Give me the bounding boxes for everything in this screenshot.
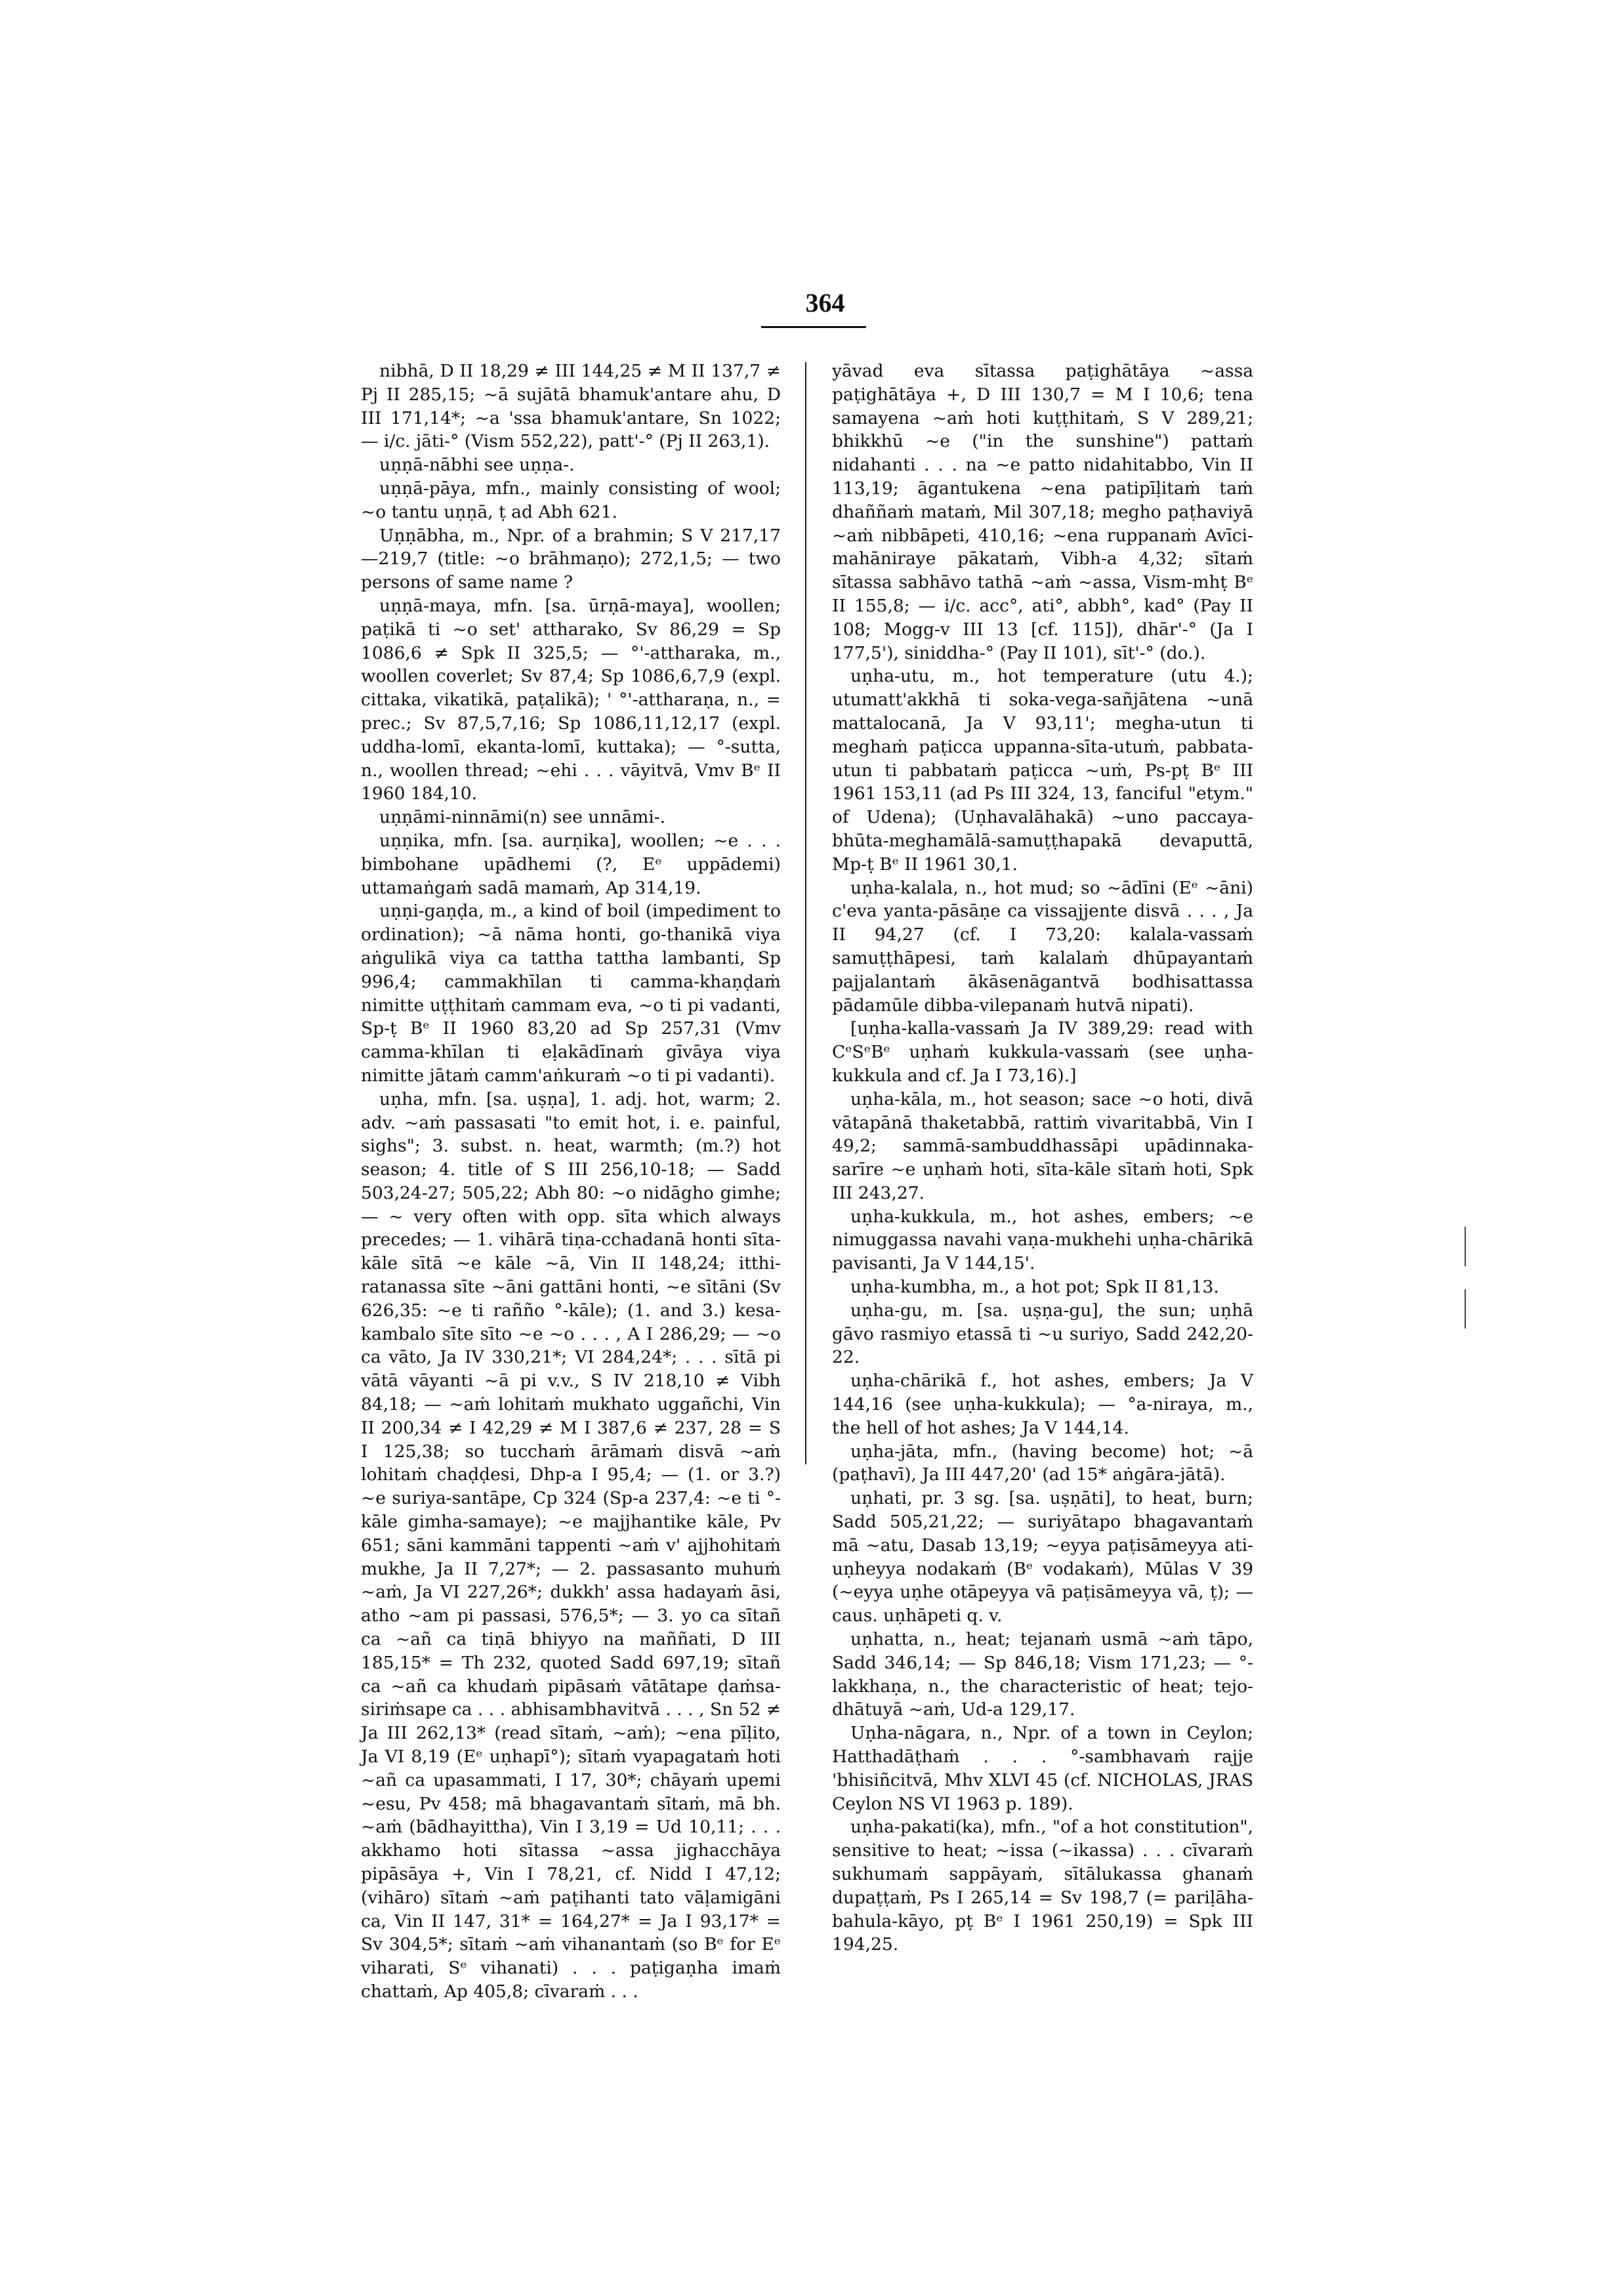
- dictionary-entry: uṇha-kalala, n., hot mud; so ~ādīni (Eᵉ ~āni) c'eva yanta-pāsāṇe ca vissajjente disvā . . . , Ja II 94,27 (cf. I 73,20: kalala-vassaṁ samuṭṭhāpesi, taṁ kalalaṁ dhūpayantaṁ pajjalantaṁ ākāsenāgantvā bodhisattassa pādamūle dibba-vilepanaṁ hutvā nipati).: [832, 877, 1253, 1016]
- header-rule: [761, 326, 866, 328]
- dictionary-entry: yāvad eva sītassa paṭighātāya ~assa paṭighātāya +, D III 130,7 = M I 10,6; tena samayena ~aṁ hoti kuṭṭhitaṁ, S V 289,21; bhikkhū ~e ("in the sunshine") pattaṁ nidahanti . . . na ~e patto nidahitabbo, Vin II 113,19; āgantukena ~ena patipīḷitaṁ taṁ dhaññaṁ mataṁ, Mil 307,18; megho paṭhaviyā ~aṁ nibbāpeti, 410,16; ~ena ruppanaṁ Avīci-mahāniraye pākataṁ, Vibh-a 4,32; sītaṁ sītassa sabhāvo tathā ~aṁ ~assa, Vism-mhṭ Bᵉ II 155,8; — i/c. acc°, ati°, abbh°, kad° (Pay II 108; Mogg-v III 13 [cf. 115]), dhār'-° (Ja I 177,5'), siniddha-° (Pay II 101), sīt'-° (do.).: [832, 361, 1253, 663]
- dictionary-entry: Uṇṇābha, m., Npr. of a brahmin; S V 217,17—219,7 (title: ~o brāhmaṇo); 272,1,5; — two persons of same name ?: [361, 525, 781, 593]
- margin-mark: [1465, 1227, 1466, 1266]
- page-number: 364: [805, 288, 845, 318]
- dictionary-entry: uṇṇā-nābhi see uṇṇa-.: [379, 455, 575, 476]
- right-column: [832, 360, 1253, 1956]
- dictionary-entry: [uṇha-kalla-vassaṁ Ja IV 389,29: read with CᵉSᵉBᵉ uṇhaṁ kukkula-vassaṁ (see uṇha-kukkula and cf. Ja I 73,16).]: [832, 1018, 1253, 1086]
- dictionary-entry: uṇha-jāta, mfn., (having become) hot; ~ā (paṭhavī), Ja III 447,20' (ad 15* aṅgāra-jātā).: [832, 1441, 1253, 1485]
- dictionary-entry: uṇṇā-maya, mfn. [sa. ūrṇā-maya], woollen; paṭikā ti ~o set' attharako, Sv 86,29 = Sp 1086,6 ≠ Spk II 325,5; — °'-attharaka, m., woollen coverlet; Sv 87,4; Sp 1086,6,7,9 (expl. cittaka, vikatikā, paṭalikā); ' °'-attharaṇa, n., = prec.; Sv 87,5,7,16; Sp 1086,11,12,17 (expl. uddha-lomī, ekanta-lomī, kuttaka); — °-sutta, n., woollen thread; ~ehi . . . vāyitvā, Vmv Bᵉ II 1960 184,10.: [361, 595, 781, 804]
- dictionary-entry: nibhā, D II 18,29 ≠ III 144,25 ≠ M II 137,7 ≠ Pj II 285,15; ~ā sujātā bhamuk'antare ahu, D III 171,14*; ~a 'ssa bhamuk'antare, Sn 1022; — i/c. jāti-° (Vism 552,22), patt'-° (Pj II 263,1).: [361, 361, 781, 452]
- dictionary-entry: uṇha-kāla, m., hot season; sace ~o hoti, divā vātapānā thaketabbā, rattiṁ vivaritabbā, Vin I 49,2; sammā-sambuddhassāpi upādinnaka-sarīre ~e uṇhaṁ hoti, sīta-kāle sītaṁ hoti, Spk III 243,27.: [832, 1088, 1253, 1203]
- dictionary-entry: uṇha, mfn. [sa. uṣṇa], 1. adj. hot, warm; 2. adv. ~aṁ passasati "to emit hot, i. e. painful, sighs"; 3. subst. n. heat, warmth; (m.?) hot season; 4. title of S III 256,10-18; — Sadd 503,24-27; 505,22; Abh 80: ~o nidāgho gimhe; — ~ very often with opp. sīta which always precedes; — 1. vihārā tiṇa-cchadanā honti sīta-kāle sītā ~e kāle ~ā, Vin II 148,24; itthi-ratanassa sīte ~āni gattāni honti, ~e sītāni (Sv 626,35: ~e ti rañño °-kāle); (1. and 3.) kesa-kambalo sīte sīto ~e ~o . . . , A I 286,29; — ~o ca vāto, Ja IV 330,21*; VI 284,24*; . . . sītā pi vātā vāyanti ~ā pi v.v., S IV 218,10 ≠ Vibh 84,18; — ~aṁ lohitaṁ mukhato uggañchi, Vin II 200,34 ≠ I 42,29 ≠ M I 387,6 ≠ 237, 28 = S I 125,38; so tucchaṁ ārāmaṁ disvā ~aṁ lohitaṁ chaḍḍesi, Dhp-a I 95,4; — (1. or 3.?) ~e suriya-santāpe, Cp 324 (Sp-a 237,4: ~e ti °-kāle gimha-samaye); ~e majjhantike kāle, Pv 651; sāni kammāni tappenti ~aṁ v' ajjhohitaṁ mukhe, Ja II 7,27*; — 2. passasanto muhuṁ ~aṁ, Ja VI 227,26*; dukkh' assa hadayaṁ āsi, atho ~am pi passasi, 576,5*; — 3. yo ca sītañ ca ~añ ca tiṇā bhiyyo na maññati, D III 185,15* = Th 232, quoted Sadd 697,19; sītañ ca ~añ ca khudaṁ pipāsaṁ vātātape ḍaṁsa-siriṁsape ca . . . abhisambhavitvā . . . , Sn 52 ≠ Ja III 262,13* (read sītaṁ, ~aṁ); ~ena pīḷito, Ja VI 8,19 (Eᵉ uṇhapī°); sītaṁ vyapagataṁ hoti ~añ ca upasammati, I 17, 30*; chāyaṁ upemi ~esu, Pv 458; mā bhagavantaṁ sītaṁ, mā bh. ~aṁ (bādhayittha), Vin I 3,19 = Ud 10,11; . . . akkhamo hoti sītassa ~assa jighacchāya pipāsāya +, Vin I 78,21, cf. Nidd I 47,12; (vihāro) sītaṁ ~aṁ paṭihanti tato vāḷamigāni ca, Vin II 147, 31* = 164,27* = Ja I 93,17* = Sv 304,5*; sītaṁ ~aṁ vihanantaṁ (so Bᵉ for Eᵉ viharati, Sᵉ vihanati) . . . paṭigaṇha imaṁ chattaṁ, Ap 405,8; cīvaraṁ . . .: [361, 1088, 781, 2002]
- dictionary-entry: uṇha-kukkula, m., hot ashes, embers; ~e nimuggassa navahi vaṇa-mukhehi uṇha-chārikā pavisanti, Ja V 144,15'.: [832, 1206, 1253, 1274]
- column-divider: [805, 362, 806, 1464]
- margin-mark: [1465, 1289, 1466, 1329]
- dictionary-entry: uṇha-utu, m., hot temperature (utu 4.); utumatt'akkhā ti soka-vega-sañjātena ~unā mattalocanā, Ja V 93,11'; megha-utun ti meghaṁ paṭicca uppanna-sīta-utuṁ, pabbata-utun ti pabbataṁ paṭicca ~uṁ, Ps-pṭ Bᵉ III 1961 153,11 (ad Ps III 324, 13, fanciful "etym." of Udena); (Uṇhavalāhakā) ~uno paccaya-bhūta-meghamālā-samuṭṭhapakā devaputtā, Mp-ṭ Bᵉ II 1961 30,1.: [832, 666, 1253, 875]
- dictionary-entry: uṇha-chārikā f., hot ashes, embers; Ja V 144,16 (see uṇha-kukkula); — °a-niraya, m., the hell of hot ashes; Ja V 144,14.: [832, 1371, 1253, 1438]
- dictionary-entry: uṇṇāmi-ninnāmi(n) see unnāmi-.: [379, 807, 666, 828]
- dictionary-entry: Uṇha-nāgara, n., Npr. of a town in Ceylon; Hatthadāṭhaṁ . . . °-sambhavaṁ rajje 'bhisiñcitvā, Mhv XLVI 45 (cf. NICHOLAS, JRAS Ceylon NS VI 1963 p. 189).: [832, 1723, 1253, 1814]
- left-column: [361, 360, 781, 2004]
- dictionary-entry: uṇha-pakati(ka), mfn., "of a hot constitution", sensitive to heat; ~issa (~ikassa) . . . cīvaraṁ sukhumaṁ sappāyaṁ, sītālukassa ghanaṁ dupaṭṭaṁ, Ps I 265,14 = Sv 198,7 (= pariḷāha-bahula-kāyo, pṭ Bᵉ I 1961 250,19) = Spk III 194,25.: [832, 1817, 1253, 1955]
- dictionary-entry: uṇha-kumbha, m., a hot pot; Spk II 81,13.: [850, 1277, 1219, 1298]
- dictionary-entry: uṇhatta, n., heat; tejanaṁ usmā ~aṁ tāpo, Sadd 346,14; — Sp 846,18; Vism 171,23; — °-lakkhaṇa, n., the characteristic of heat; tejo-dhātuyā ~aṁ, Ud-a 129,17.: [832, 1629, 1253, 1720]
- dictionary-entry: uṇhati, pr. 3 sg. [sa. uṣṇāti], to heat, burn; Sadd 505,21,22; — suriyātapo bhagavantaṁ mā ~atu, Dasab 13,19; ~eyya paṭisāmeyya ati-uṇheyya nodakaṁ (Bᵉ vodakaṁ), Mūlas V 39 (~eyya uṇhe otāpeyya vā paṭisāmeyya vā, ṭ); — caus. uṇhāpeti q. v.: [832, 1488, 1253, 1626]
- dictionary-entry: uṇṇika, mfn. [sa. aurṇika], woollen; ~e . . . bimbohane upādhemi (?, Eᵉ uppādemi) uttamaṅgaṁ sadā mamaṁ, Ap 314,19.: [361, 830, 781, 898]
- dictionary-entry: uṇṇā-pāya, mfn., mainly consisting of wool; ~o tantu uṇṇā, ṭ ad Abh 621.: [361, 478, 781, 522]
- dictionary-entry: uṇha-gu, m. [sa. uṣṇa-gu], the sun; uṇhā gāvo rasmiyo etassā ti ~u suriyo, Sadd 242,20-22.: [832, 1300, 1253, 1368]
- dictionary-entry: uṇṇi-gaṇḍa, m., a kind of boil (impediment to ordination); ~ā nāma honti, go-thanikā viya aṅgulikā viya ca tattha tattha lambanti, Sp 996,4; cammakhīlan ti camma-khaṇḍaṁ nimitte uṭṭhitaṁ cammam eva, ~o ti pi vadanti, Sp-ṭ Bᵉ II 1960 83,20 ad Sp 257,31 (Vmv camma-khīlan ti eḷakādīnaṁ gīvāya viya nimitte jātaṁ camm'aṅkuraṁ ~o ti pi vadanti).: [361, 901, 781, 1086]
